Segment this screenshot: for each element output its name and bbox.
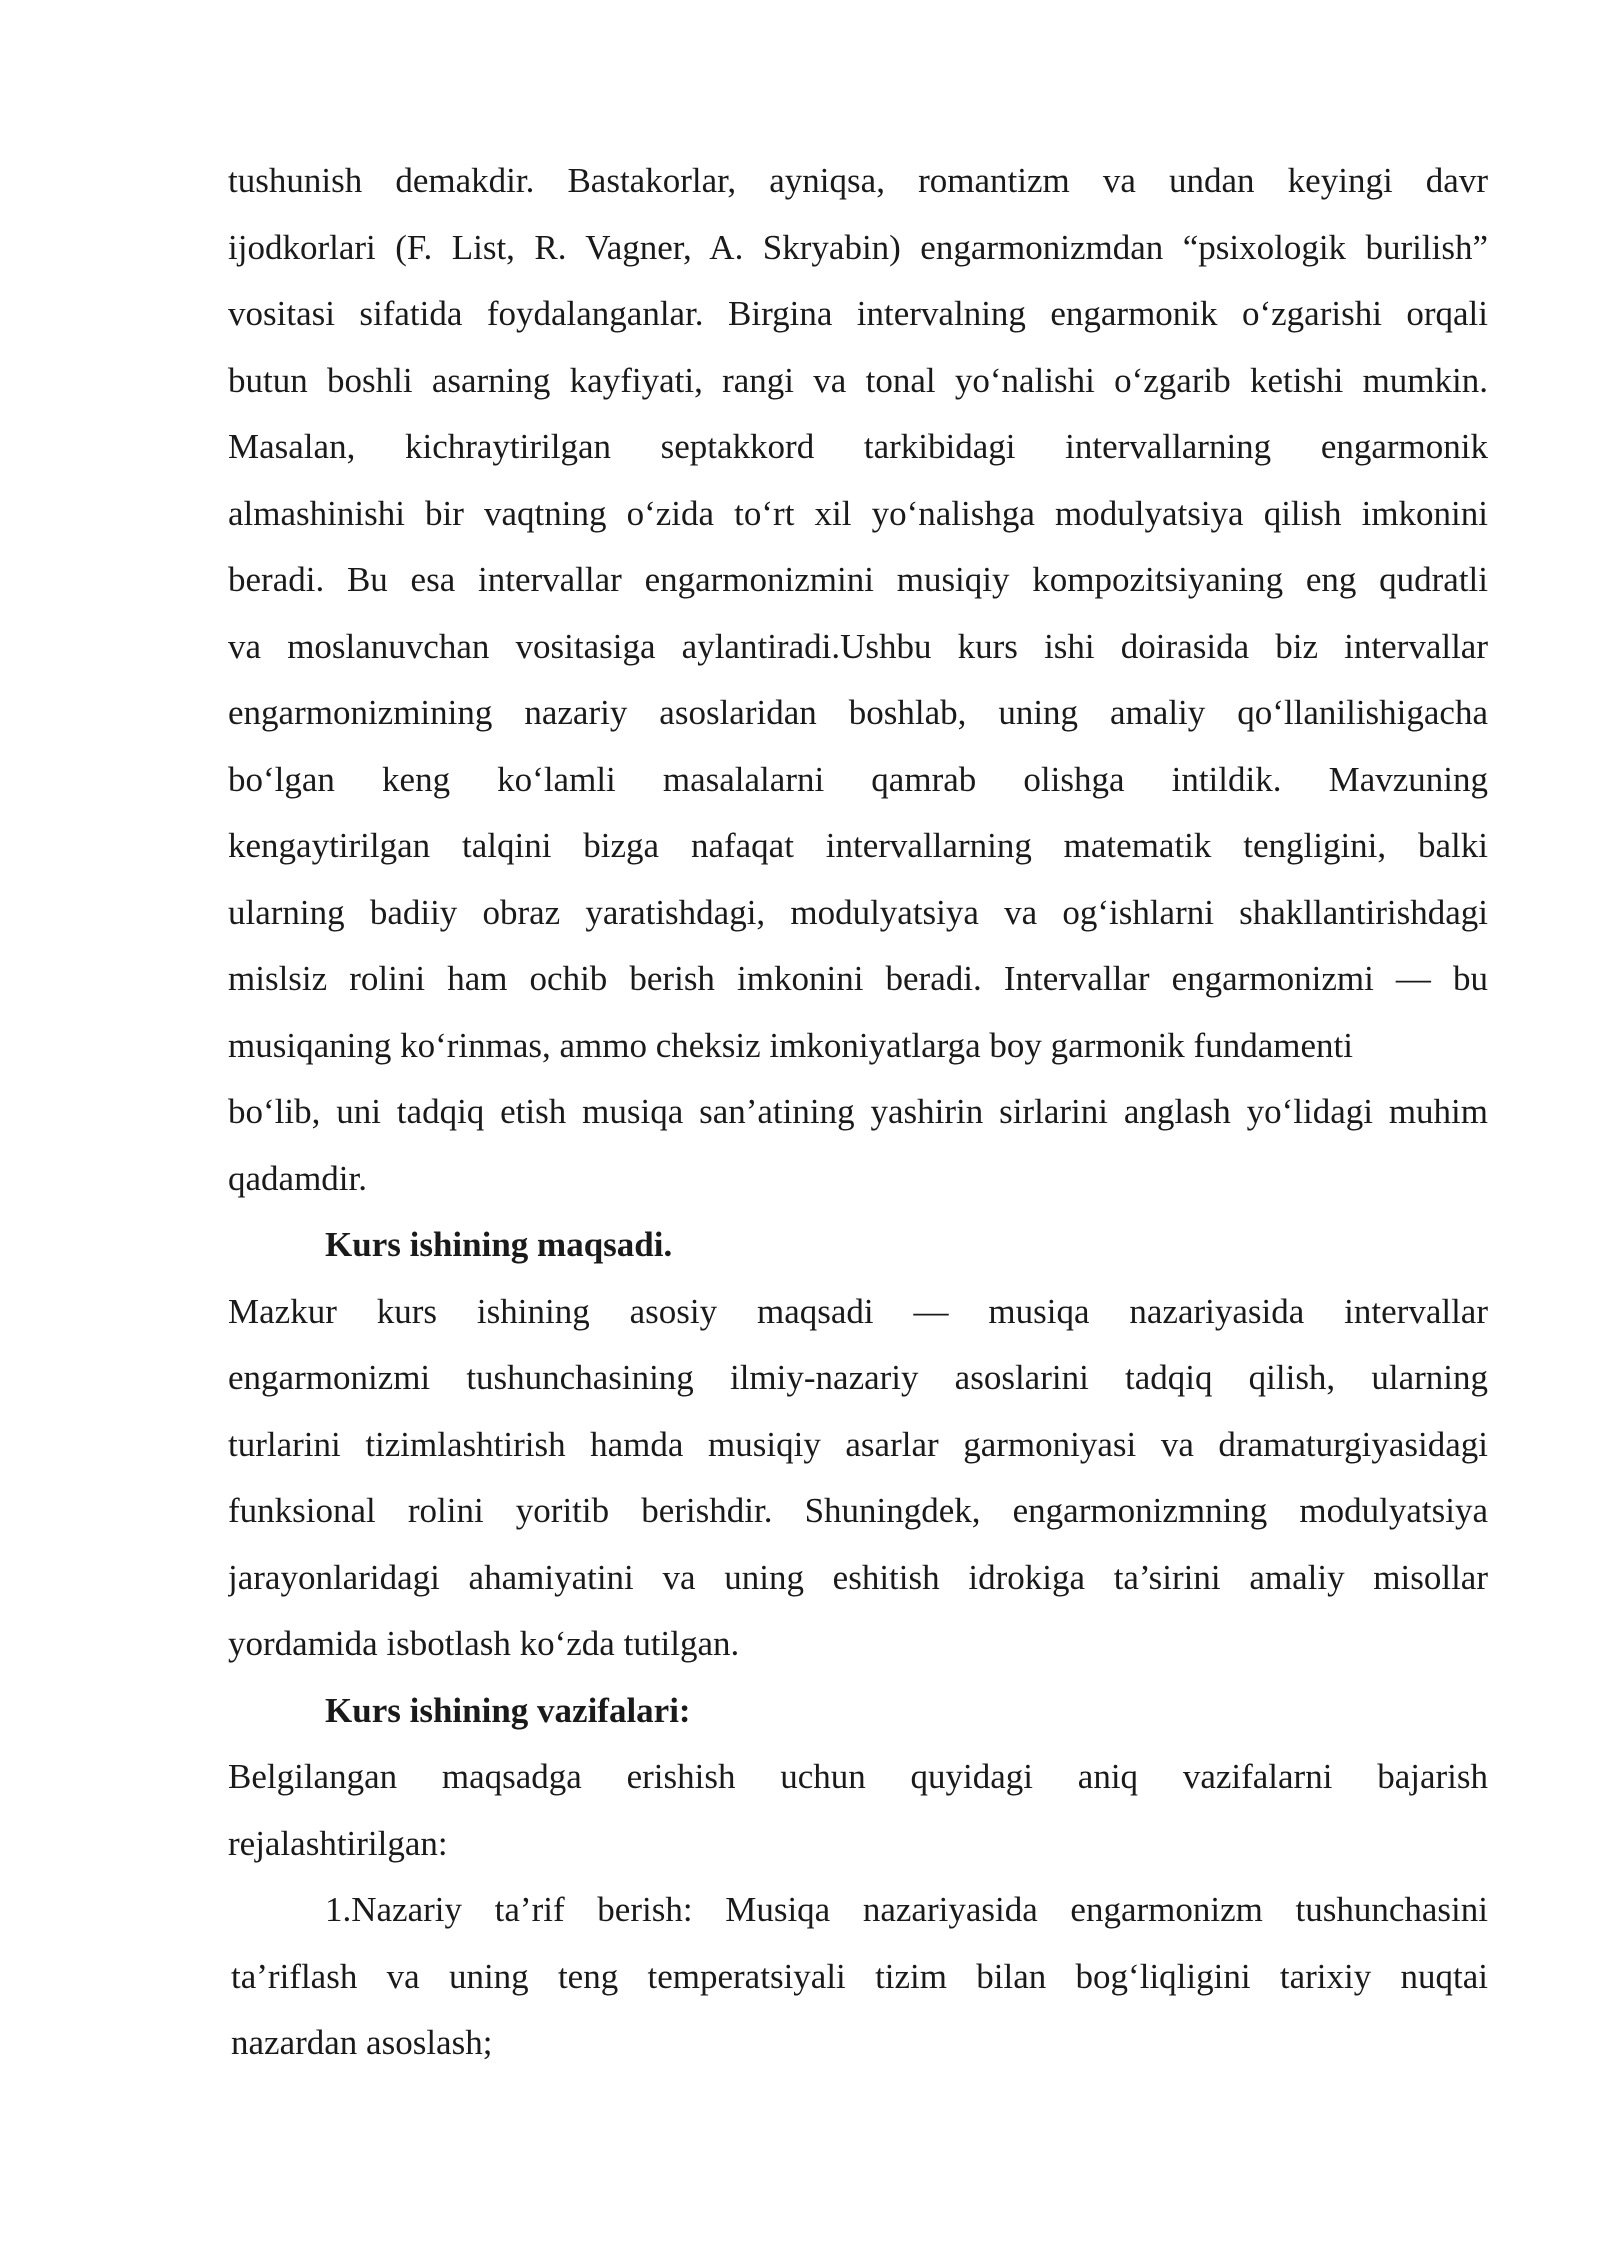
paragraph-line: engarmonizmining nazariy asoslaridan boshlab, uning amaliy qo‘llanilishigacha (228, 693, 1488, 732)
paragraph-line: bo‘lgan keng ko‘lamli masalalarni qamrab olishga intildik. Mavzuning (228, 759, 1488, 799)
paragraph-line: funksional rolini yoritib berishdir. Shuningdek, engarmonizmning modulyatsiya (228, 1491, 1488, 1530)
section-tasks (228, 1678, 1488, 2077)
paragraph-line: ijodkorlari (F. List, R. Vagner, A. Skryabin) engarmonizmdan “psixologik burilish” (228, 227, 1488, 267)
intro-paragraph (228, 148, 1488, 1212)
paragraph-line: Masalan, kichraytirilgan septakkord tarkibidagi intervallarning engarmonik (228, 427, 1488, 466)
paragraph-line: Belgilangan maqsadga erishish uchun quyidagi aniq vazifalarni bajarish (228, 1757, 1488, 1796)
paragraph-line: butun boshli asarning kayfiyati, rangi va tonal yo‘nalishi o‘zgarib ketishi mumkin. (228, 360, 1488, 400)
paragraph-line: rejalashtirilgan: (228, 1823, 448, 1863)
paragraph-line: va moslanuvchan vositasiga aylantiradi.Ushbu kurs ishi doirasida biz intervallar (228, 626, 1488, 666)
paragraph-line: bo‘lib, uni tadqiq etish musiqa san’atining yashirin sirlarini anglash yo‘lidagi muhim (228, 1092, 1488, 1131)
paragraph-line: tushunish demakdir. Bastakorlar, ayniqsa, romantizm va undan keyingi davr (228, 161, 1488, 200)
list-item-line: ta’riflash va uning teng temperatsiyali tizim bilan bog‘liqligini tarixiy nuqtai (231, 1956, 1488, 1996)
paragraph-line: jarayonlaridagi ahamiyatini va uning eshitish idrokiga ta’sirini amaliy misollar (228, 1557, 1488, 1597)
paragraph-line: engarmonizmi tushunchasining ilmiy-nazariy asoslarini tadqiq qilish, ularning (228, 1358, 1488, 1397)
section-goal (228, 1212, 1488, 1678)
paragraph-line: turlarini tizimlashtirish hamda musiqiy asarlar garmoniyasi va dramaturgiyasidagi (228, 1424, 1488, 1464)
paragraph-line: mislsiz rolini ham ochib berish imkonini beradi. Intervallar engarmonizmi — bu (228, 959, 1488, 998)
paragraph-line: yordamida isbotlash ko‘zda tutilgan. (228, 1624, 740, 1663)
document-page (228, 148, 1488, 2077)
list-item-line: 1.Nazariy ta’rif berish: Musiqa nazariyasida engarmonizm tushunchasini (325, 1890, 1488, 1929)
paragraph-line: qadamdir. (228, 1158, 367, 1198)
paragraph-line: Mazkur kurs ishining asosiy maqsadi — musiqa nazariyasida intervallar (228, 1291, 1488, 1331)
section-heading: Kurs ishining maqsadi. (325, 1225, 673, 1264)
list-item-line: nazardan asoslash; (231, 2023, 493, 2062)
paragraph-line: vositasi sifatida foydalanganlar. Birgina intervalning engarmonik o‘zgarishi orqali (228, 294, 1488, 333)
section-heading: Kurs ishining vazifalari: (325, 1690, 691, 1730)
paragraph-line: almashinishi bir vaqtning o‘zida to‘rt xil yo‘nalishga modulyatsiya qilish imkonini (228, 493, 1488, 533)
list-item (228, 1877, 1488, 2077)
paragraph-line: beradi. Bu esa intervallar engarmonizmini musiqiy kompozitsiyaning eng qudratli (228, 560, 1488, 599)
paragraph-line: ularning badiiy obraz yaratishdagi, modulyatsiya va og‘ishlarni shakllantirishdagi (228, 892, 1488, 932)
paragraph-line: kengaytirilgan talqini bizga nafaqat intervallarning matematik tengligini, balki (228, 826, 1488, 865)
paragraph-line: musiqaning ko‘rinmas, ammo cheksiz imkoniyatlarga boy garmonik fundamenti (228, 1025, 1353, 1065)
